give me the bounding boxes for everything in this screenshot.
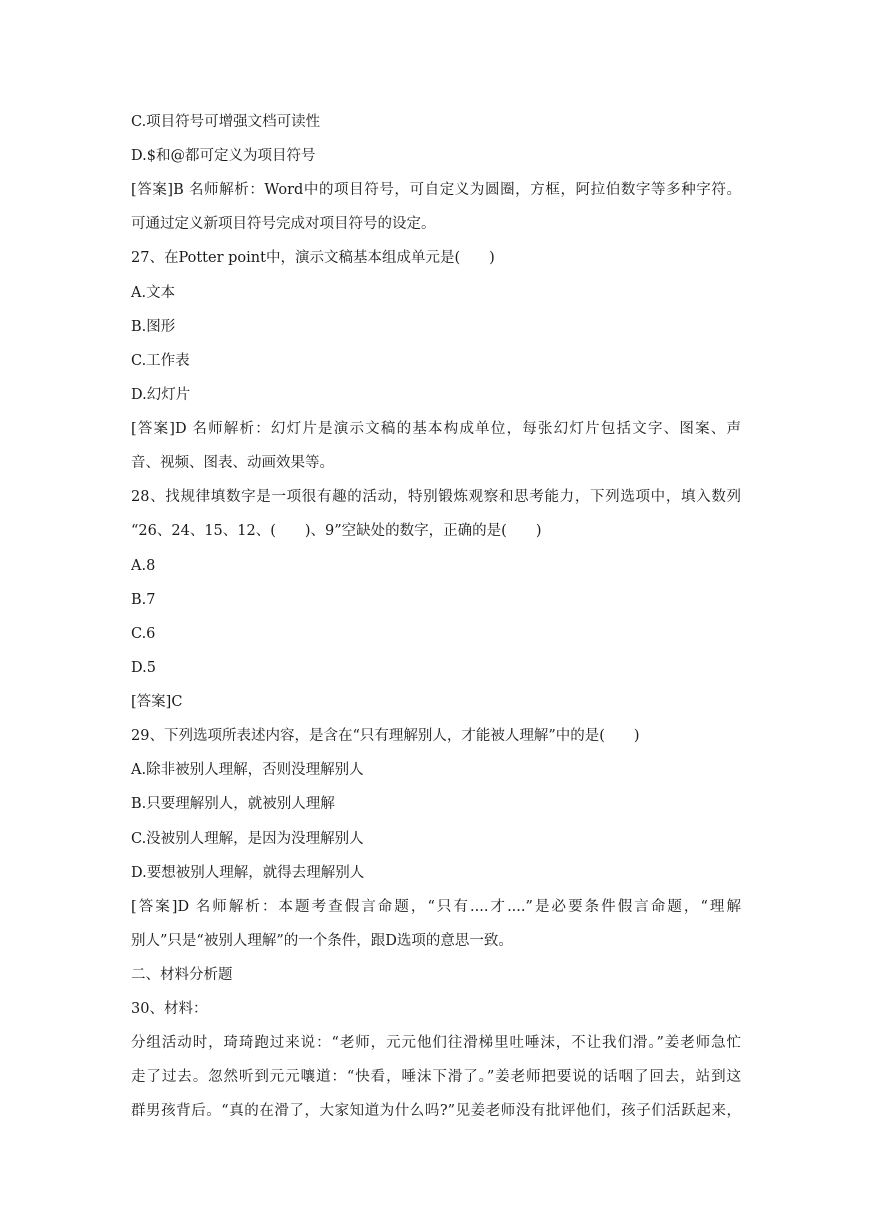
option-d-q27: D.幻灯片 bbox=[131, 387, 191, 403]
option-a-q28: A.8 bbox=[131, 558, 156, 574]
answer-q27-line-2: 音、视频、图表、动画效果等。 bbox=[131, 455, 334, 471]
option-b-q27: B.图形 bbox=[131, 319, 176, 335]
question-28-line-1: 28、找规律填数字是一项很有趣的活动，特别锻炼观察和思考能力，下列选项中，填入数列 bbox=[131, 489, 741, 505]
answer-q28: [答案]C bbox=[131, 694, 183, 710]
option-c-q29: C.没被别人理解，是因为没理解别人 bbox=[131, 831, 364, 847]
option-b-q29: B.只要理解别人，就被别人理解 bbox=[131, 796, 335, 812]
question-29: 29、下列选项所表述内容，是含在“只有理解别人，才能被人理解”中的是( ) bbox=[131, 728, 640, 744]
question-28-line-2: “26、24、15、12、( )、9”空缺处的数字，正确的是( ) bbox=[131, 523, 542, 539]
option-c-q26: C.项目符号可增强文档可读性 bbox=[131, 114, 321, 130]
question-27: 27、在Potter point中，演示文稿基本组成单元是( ) bbox=[131, 250, 495, 266]
material-line-1: 分组活动时，琦琦跑过来说：“老师，元元他们往滑梯里吐唾沫，不让我们滑。”姜老师急忙 bbox=[131, 1035, 741, 1051]
answer-q26-line-2: 可通过定义新项目符号完成对项目符号的设定。 bbox=[131, 216, 436, 232]
option-a-q29: A.除非被别人理解，否则没理解别人 bbox=[131, 762, 364, 778]
answer-q29-line-1: [答案]D 名师解析：本题考查假言命题，“只有....才....”是必要条件假言命题，“理解 bbox=[131, 899, 741, 915]
question-30-label: 30、材料： bbox=[131, 1001, 208, 1017]
option-b-q28: B.7 bbox=[131, 592, 156, 608]
option-d-q29: D.要想被别人理解，就得去理解别人 bbox=[131, 865, 365, 881]
option-a-q27: A.文本 bbox=[131, 285, 176, 301]
answer-q27-line-1: [答案]D 名师解析：幻灯片是演示文稿的基本构成单位，每张幻灯片包括文字、图案、声 bbox=[131, 421, 741, 437]
option-c-q28: C.6 bbox=[131, 626, 156, 642]
option-d-q28: D.5 bbox=[131, 660, 156, 676]
material-line-3: 群男孩背后。“真的在滑了，大家知道为什么吗?”见姜老师没有批评他们，孩子们活跃起来， bbox=[131, 1103, 741, 1119]
section-heading: 二、材料分析题 bbox=[131, 967, 233, 983]
material-line-2: 走了过去。忽然听到元元嚷道：“快看，唾沫下滑了。”姜老师把要说的话咽了回去，站到这 bbox=[131, 1069, 741, 1085]
option-d-q26: D.$和@都可定义为项目符号 bbox=[131, 148, 316, 164]
answer-q26-line-1: [答案]B 名师解析：Word中的项目符号，可自定义为圆圈，方框，阿拉伯数字等多种字符。 bbox=[131, 182, 741, 198]
answer-q29-line-2: 别人”只是“被别人理解”的一个条件，跟D选项的意思一致。 bbox=[131, 933, 513, 949]
option-c-q27: C.工作表 bbox=[131, 353, 190, 369]
